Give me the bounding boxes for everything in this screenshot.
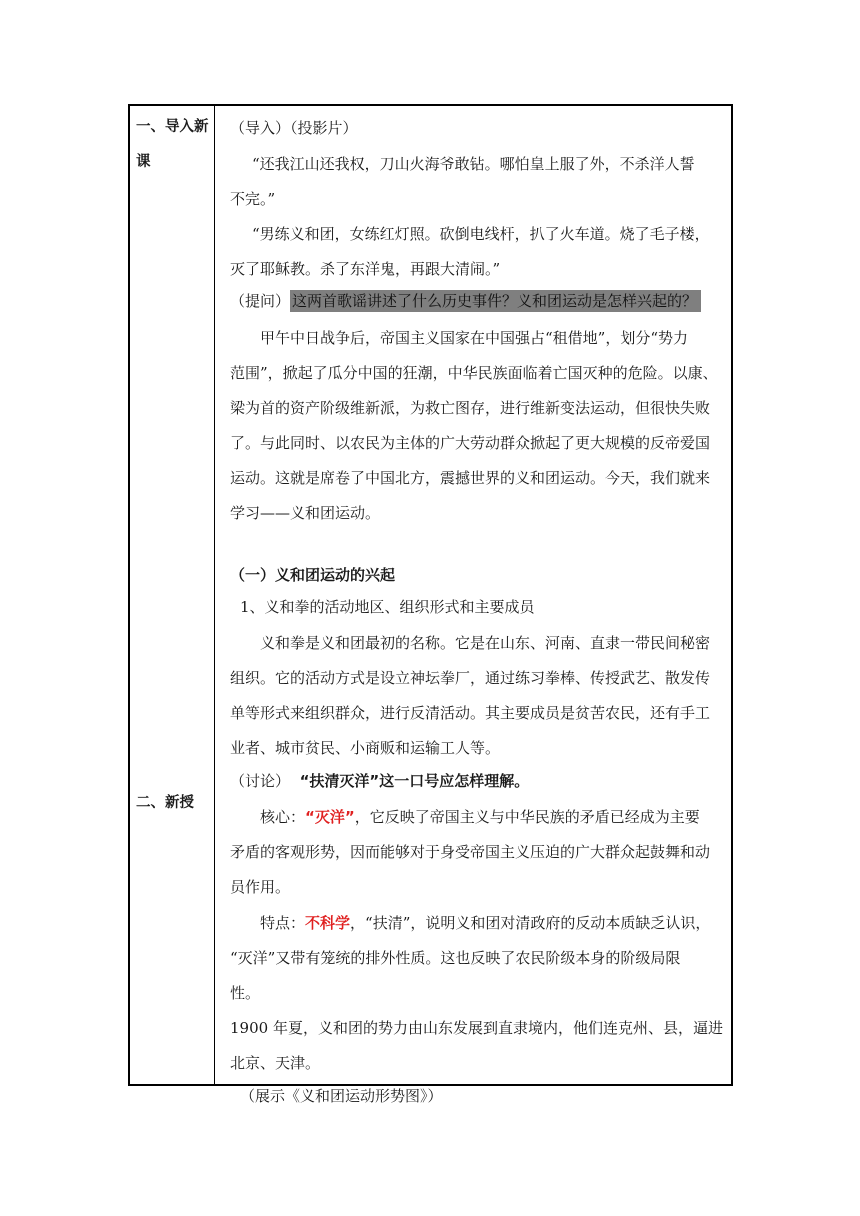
feature-keyword: 不科学 — [305, 914, 351, 932]
intro-para-line: 运动。这就是席卷了中国北方，震撼世界的义和团运动。今天，我们就来 — [230, 469, 711, 487]
show-map-line: （展示《义和团运动形势图》） — [240, 1087, 443, 1105]
column-divider — [214, 106, 215, 1084]
body-line: 性。 — [230, 984, 261, 1002]
intro-para-line: 学习——义和团运动。 — [230, 504, 381, 522]
intro-para-line: 了。与此同时、以农民为主体的广大劳动群众掀起了更大规模的反帝爱国 — [230, 434, 711, 452]
song1-line1: “还我江山还我权，刀山火海爷敢钻。哪怕皇上服了外，不杀洋人誓 — [252, 155, 695, 173]
discuss-prefix: （讨论） — [230, 772, 291, 790]
intro-para-line: 梁为首的资产阶级维新派，为救亡图存，进行维新变法运动，但很快失败 — [230, 399, 711, 417]
question-highlight: 这两首歌谣讲述了什么历史事件？义和团运动是怎样兴起的？ — [290, 290, 701, 312]
subheading: 1、义和拳的活动地区、组织形式和主要成员 — [240, 598, 535, 616]
discuss-question: “扶清灭洋”这一口号应怎样理解。 — [299, 772, 530, 790]
core-keyword: “灭洋” — [305, 808, 355, 826]
discuss-line — [230, 771, 529, 791]
intro-label: （导入）（投影片） — [230, 119, 358, 137]
lesson-table — [128, 104, 733, 1105]
feature-line — [260, 913, 710, 933]
body-line: 义和拳是义和团最初的名称。它是在山东、河南、直隶一带民间秘密 — [260, 634, 711, 652]
intro-para-line: 甲午中日战争后，帝国主义国家在中国强占“租借地”，划分“势力 — [260, 329, 689, 347]
feature-text: ，“扶清”，说明义和团对清政府的反动本质缺乏认识， — [350, 914, 711, 932]
body-line: 1900 年夏，义和团的势力由山东发展到直隶境内，他们连克州、县，逼进 — [230, 1019, 723, 1037]
body-line: 单等形式来组织群众，进行反清活动。其主要成员是贫苦农民，还有手工 — [230, 704, 711, 722]
body-line: 组织。它的活动方式是设立神坛拳厂，通过练习拳棒、传授武艺、散发传 — [230, 669, 711, 687]
section-label-new: 二、新授 — [136, 795, 194, 811]
intro-para-line: 范围”，掀起了瓜分中国的狂潮，中华民族面临着亡国灭种的危险。以康、 — [230, 364, 718, 382]
feature-prefix: 特点： — [260, 914, 306, 932]
section-label-line: 一、导入新 — [136, 119, 209, 135]
section-label-intro — [136, 110, 209, 180]
body-line: 员作用。 — [230, 878, 291, 896]
section-label-line: 课 — [136, 154, 151, 170]
core-text: ，它反映了帝国主义与中华民族的矛盾已经成为主要 — [354, 808, 700, 826]
song2-line1: “男练义和团，女练红灯照。砍倒电线杆，扒了火车道。烧了毛子楼， — [252, 225, 710, 243]
body-line: “灭洋”又带有笼统的排外性质。这也反映了农民阶级本身的阶级局限 — [230, 949, 681, 967]
core-prefix: 核心： — [260, 808, 306, 826]
song1-line2: 不完。” — [230, 190, 276, 208]
body-line: 矛盾的客观形势，因而能够对于身受帝国主义压迫的广大群众起鼓舞和动 — [230, 843, 711, 861]
question-prefix: （提问） — [230, 292, 291, 310]
question-line — [230, 291, 701, 311]
section-heading: （一）义和团运动的兴起 — [230, 566, 396, 584]
song2-line2: 灭了耶稣教。杀了东洋鬼，再跟大清闹。” — [230, 260, 501, 278]
body-line: 业者、城市贫民、小商贩和运输工人等。 — [230, 739, 501, 757]
body-line: 北京、天津。 — [230, 1054, 321, 1072]
core-line — [260, 807, 700, 827]
